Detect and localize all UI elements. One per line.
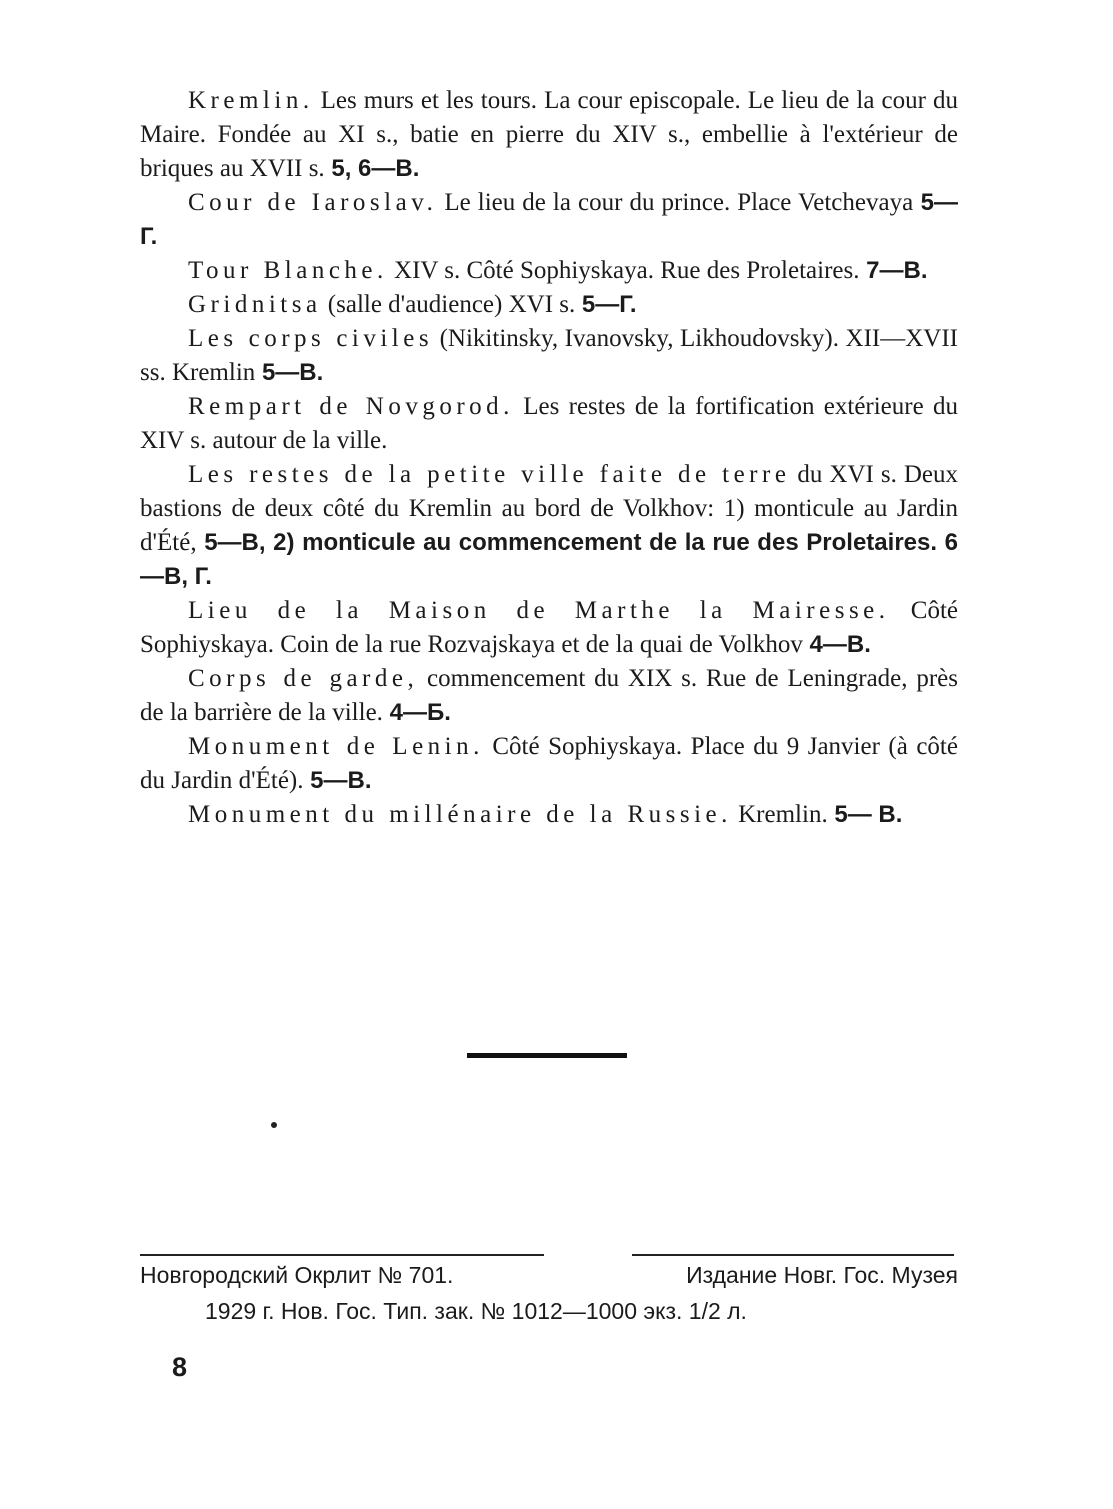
map-grid-reference: 5—Г.: [575, 291, 637, 318]
entry-description: du XVI s. Deux bastions de deux côté du Kremlin au bord de Volkhov: 1) monticule au Jardin d'Été,: [140, 461, 958, 556]
map-grid-reference: 7—B.: [859, 257, 928, 284]
entry-corps-civiles: [140, 322, 958, 390]
page-number: 8: [172, 1352, 188, 1382]
imprint-rule-right: [632, 1254, 954, 1256]
map-grid-reference: 5—B, 2) monticule au commencement de la rue des Proletaires. 6—B, Г.: [140, 529, 958, 590]
entry-description: XIV s. Côté Sophiyskaya. Rue des Proletaires.: [387, 257, 860, 284]
entry-name: Monument du millénaire de la Russie.: [188, 801, 732, 828]
entry-name: Gridnitsa: [188, 291, 322, 318]
entry-description: commencement du XIX s. Rue de Leningrade, près de la barrière de la ville.: [140, 665, 958, 726]
section-divider: [467, 1053, 627, 1058]
entry-tour-blanche: [140, 254, 958, 288]
map-grid-reference: 5—Г.: [140, 189, 959, 250]
map-grid-reference: 5, 6—B.: [324, 155, 420, 182]
entry-description: Côté Sophiyskaya. Coin de la rue Rozvajskaya et de la quai de Volkhov: [140, 597, 958, 658]
entry-description: Les restes de la fortification extérieure du XIV s. autour de la ville.: [140, 393, 959, 454]
entry-description: Le lieu de la cour du prince. Place Vetchevaya: [437, 189, 914, 216]
entry-name: Kremlin.: [188, 87, 314, 114]
publisher: Издание Новг. Гос. Музея: [686, 1262, 958, 1288]
entry-cour-de-iaroslav: [140, 186, 958, 254]
entry-kremlin: [140, 84, 958, 186]
entry-millenaire: [140, 798, 958, 832]
imprint-rule-left: [140, 1254, 544, 1256]
entry-name: Les corps civiles: [188, 325, 434, 352]
entry-description: (salle d'audience) XVI s.: [321, 291, 576, 318]
entry-petite-ville: [140, 458, 958, 594]
imprint-line-2: 1929 г. Нов. Гос. Тип. зак. № 1012—1000 экз. 1/2 л.: [205, 1298, 747, 1324]
entry-rempart: [140, 390, 958, 458]
entry-name: Rempart de Novgorod.: [188, 393, 514, 420]
censor-number: Новгородский Окрлит № 701.: [140, 1262, 454, 1288]
entry-name: Monument de Lenin.: [188, 733, 484, 760]
imprint-line-1: [140, 1262, 958, 1289]
entry-name: Lieu de la Maison de Marthe la Mairesse.: [188, 597, 890, 624]
map-grid-reference: 5—B.: [255, 359, 324, 386]
monument-list: [140, 84, 958, 832]
entry-name: Corps de garde,: [188, 665, 419, 692]
entry-name: Les restes de la petite ville faite de terre: [188, 461, 791, 488]
entry-name: Tour Blanche.: [188, 257, 388, 284]
map-grid-reference: 5—B.: [303, 767, 372, 794]
entry-description: (Nikitinsky, Ivanovsky, Likhoudovsky). XII—XVII ss. Kremlin: [140, 325, 958, 386]
entry-description: Kremlin.: [731, 801, 828, 828]
entry-gridnitsa: [140, 288, 958, 322]
print-speck: [271, 1122, 277, 1128]
entry-maison-de-marthe: [140, 594, 958, 662]
map-grid-reference: 4—B.: [802, 631, 871, 658]
entry-name: Cour de Iaroslav.: [188, 189, 438, 216]
map-grid-reference: 5— B.: [827, 801, 903, 828]
entry-corps-de-garde: [140, 662, 958, 730]
map-grid-reference: 4—Б.: [382, 699, 451, 726]
entry-monument-lenin: [140, 730, 958, 798]
entry-description: Les murs et les tours. La cour episcopale. Le lieu de la cour du Maire. Fondée au XI s., batie en pierre du XIV s., embellie à l'extérieur de briques au XVII s.: [140, 87, 958, 182]
entry-description: Côté Sophiyskaya. Place du 9 Janvier (à côté du Jardin d'Été).: [140, 733, 958, 794]
